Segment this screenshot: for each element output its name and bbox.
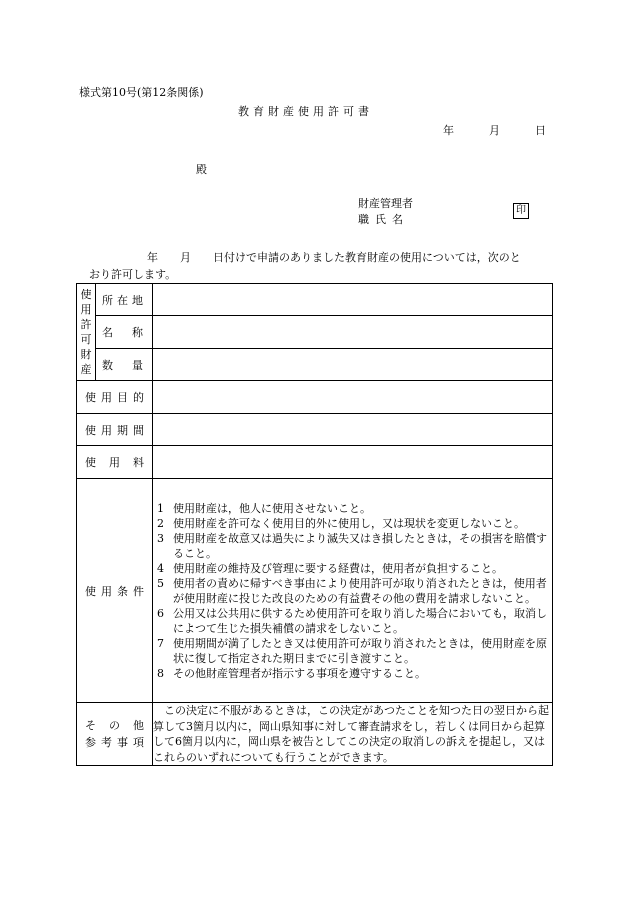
manager-label: 財産管理者 [358,197,413,210]
group-char: 産 [80,363,92,376]
list-item [153,576,552,606]
list-item [153,636,552,666]
condition-text: 使用者の責めに帰すべき事由により使用許可が取り消されたときは，使用者が使用財産に投じた改良のための有益費その他の費用を請求しないこと。 [173,576,547,605]
group-char: 用 [80,303,92,316]
purpose-label: 使用目的 [85,391,144,404]
list-item [153,501,552,516]
condition-text: 公用又は公共用に供するため使用許可を取り消した場合においても，取消しによつて生じた損失補償の請求をしないこと。 [173,606,547,635]
remarks-label-line2: 参考事項 [85,736,144,749]
conditions-list [153,479,553,703]
table-row [77,284,553,316]
conditions-label: 使用条件 [85,584,144,598]
date-line [443,122,546,138]
condition-text: 使用財産を許可なく使用目的外に使用し，又は現状を変更しないこと。 [173,516,525,530]
condition-number: 3 [157,531,164,545]
form-number: 様式第10号(第12条関係) [79,86,204,99]
date-day: 日 [535,124,546,137]
condition-text: 使用期間が満了したとき又は使用許可が取り消されたときは，使用財産を原状に復して指定された期日までに引き渡すこと。 [173,636,547,665]
quantity-value-cell[interactable] [153,349,553,381]
table-row [77,414,553,446]
condition-text: その他財産管理者が指示する事項を遵守すること。 [173,666,426,680]
group-char: 可 [80,333,92,346]
condition-number: 4 [157,561,164,575]
table-row [77,381,553,414]
condition-number: 2 [157,516,164,530]
addressee-suffix: 殿 [196,163,207,176]
name-label: 名 称 [102,326,143,339]
purpose-value-cell[interactable] [153,381,553,414]
table-row [77,479,553,703]
conditions-label-cell [77,479,153,703]
condition-number: 7 [157,636,164,650]
condition-text: 使用財産は，他人に使用させないこと。 [173,501,371,515]
intro-line-1: 年 月 日付けで申請のありました教育財産の使用については，次のと [147,251,521,264]
list-item [153,531,552,561]
table-row [77,703,553,766]
group-char: 財 [80,348,92,361]
fee-label-cell [77,446,153,479]
location-label: 所在地 [102,293,143,307]
date-month: 月 [489,124,500,137]
date-year: 年 [443,124,454,137]
name-value-cell[interactable] [153,316,553,349]
group-label-cell [77,284,96,381]
manager-title: 職氏名 [358,213,409,226]
permit-table [76,283,553,766]
purpose-label-cell [77,381,153,414]
list-item [153,606,552,636]
group-char: 使 [80,288,92,301]
remarks-label-cell [77,703,153,766]
condition-number: 1 [157,501,164,515]
table-row [77,446,553,479]
condition-number: 8 [157,666,164,680]
quantity-label-cell [96,349,153,381]
document-title: 教育財産使用許可書 [238,105,373,118]
period-label: 使用期間 [85,423,144,437]
period-value-cell[interactable] [153,414,553,446]
table-row [77,316,553,349]
fee-value-cell[interactable] [153,446,553,479]
group-char: 許 [80,318,92,331]
condition-number: 6 [157,606,164,620]
fee-label: 使用料 [85,456,144,469]
name-label-cell [96,316,153,349]
list-item [153,561,552,576]
period-label-cell [77,414,153,446]
condition-number: 5 [157,576,164,590]
location-value-cell[interactable] [153,284,553,316]
list-item [153,666,552,681]
seal-mark: 印 [513,203,529,219]
remarks-label-line1: その他 [85,719,144,732]
quantity-label: 数 量 [102,358,143,372]
location-label-cell [96,284,153,316]
intro-line-2: おり許可します。 [89,268,177,281]
condition-text: 使用財産の維持及び管理に要する経費は，使用者が負担すること。 [173,561,503,575]
table-row [77,349,553,381]
remarks-text: この決定に不服があるときは，この決定があつたことを知つた日の翌日から起算して3箇月以内に，岡山県知事に対して審査請求をし，若しくは同日から起算して6箇月以内に，岡山県を被告としてこの決定の取消しの訴えを提起し，又はこれらのいずれについても行うことができます。 [153,703,553,766]
list-item [153,516,552,531]
condition-text: 使用財産を故意又は過失により滅失又はき損したときは，その損害を賠償すること。 [173,531,547,560]
